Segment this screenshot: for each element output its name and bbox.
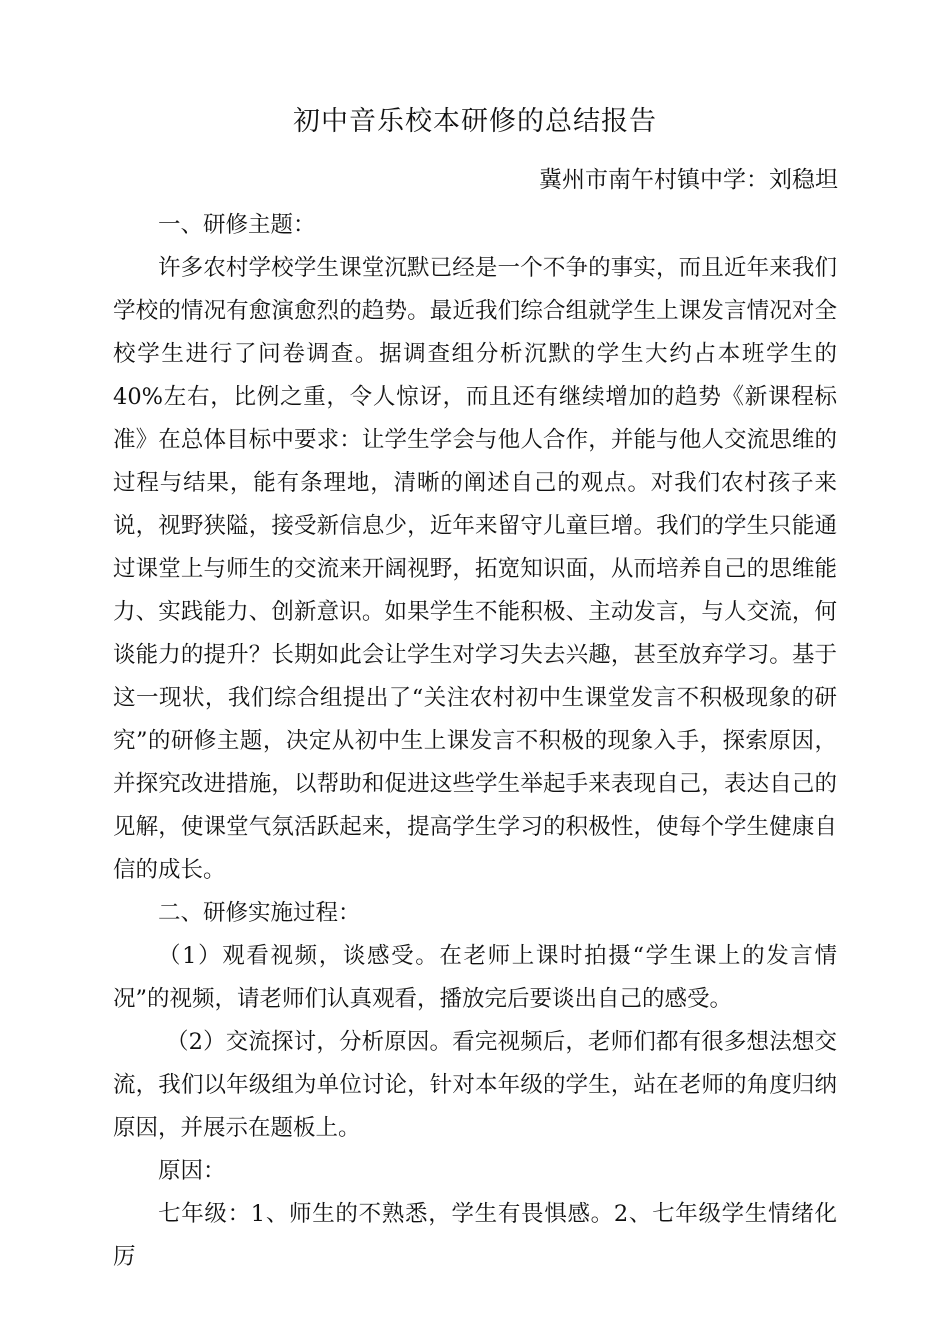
paragraph-5: 七年级：1、师生的不熟悉，学生有畏惧感。2、七年级学生情绪化厉: [113, 1201, 837, 1270]
section-heading-1: 一、研修主题：: [158, 212, 316, 238]
paragraph-2: （1）观看视频，谈感受。在老师上课时拍摄“学生课上的发言情况”的视频，请老师们认真观看，播放完后要谈出自己的感受。: [113, 943, 837, 1012]
document-body: [113, 204, 837, 1279]
paragraph-3: （2）交流探讨，分析原因。看完视频后，老师们都有很多想法想交流，我们以年级组为单位讨论，针对本年级的学生，站在老师的角度归纳原因，并展示在题板上。: [113, 1029, 837, 1141]
document-title: 初中音乐校本研修的总结报告: [293, 106, 657, 137]
document-author: 冀州市南午村镇中学：刘稳坦: [539, 167, 838, 193]
section-heading-2: 二、研修实施过程：: [158, 900, 361, 926]
paragraph-4: 原因：: [158, 1158, 226, 1184]
paragraph-1: 许多农村学校学生课堂沉默已经是一个不争的事实，而且近年来我们学校的情况有愈演愈烈的趋势。最近我们综合组就学生上课发言情况对全校学生进行了问卷调查。据调查组分析沉默的学生大约占本班学生的 40%左右，比例之重，令人惊讶，而且还有继续增加的趋势《新课程标准》在总体目标中要求：让学生学会与他人合作，并能与他人交流思维的过程与结果，能有条理地，清晰的阐述自己的观点。对我们农村孩子来说，视野狭隘，接受新信息少，近年来留守儿童巨增。我们的学生只能通过课堂上与师生的交流来开阔视野，拓宽知识面，从而培养自己的思维能力、实践能力、创新意识。如果学生不能积极、主动发言，与人交流，何谈能力的提升？长期如此会让学生对学习失去兴趣，甚至放弃学习。基于这一现状，我们综合组提出了“关注农村初中生课堂发言不积极现象的研究”的研修主题，决定从初中生上课发言不积极的现象入手，探索原因，并探究改进措施，以帮助和促进这些学生举起手来表现自己，表达自己的见解，使课堂气氛活跃起来，提高学生学习的积极性，使每个学生健康自信的成长。: [113, 255, 837, 883]
